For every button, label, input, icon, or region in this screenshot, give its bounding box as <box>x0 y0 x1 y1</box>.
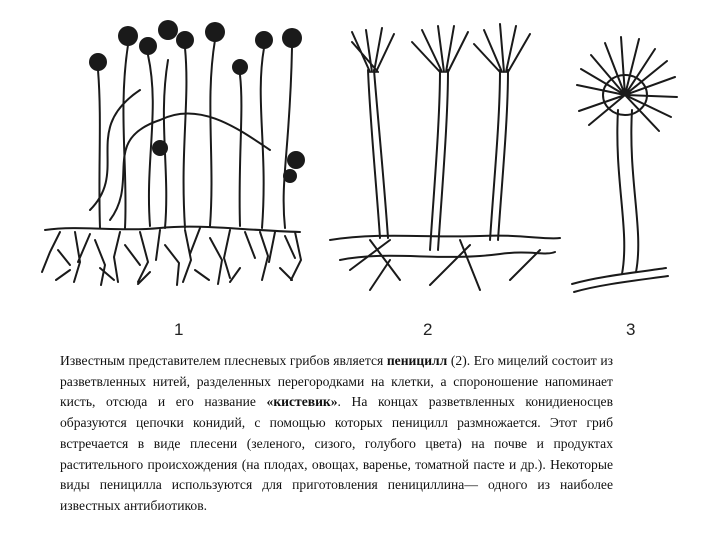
caption-paragraph <box>60 351 613 517</box>
caption-text-3: . На концах разветвленных конидиеносцев образуются цепочки конидий, с помощью которых пеницилл размножается. Этот гриб встречается в виде плесени (зеленого, сизого, голубого цвета) на почве и продуктах растительного происхождения (на плодах, овощах, варенье, томатной пасте и др.). Некоторые виды пеницилла используются для приготовления пенициллина— одного из наиболее известных антибиотиков. <box>60 394 614 513</box>
figure-label-1: 1 <box>174 320 184 339</box>
figure-label-3: 3 <box>626 320 636 339</box>
mucor-drawing <box>42 40 301 285</box>
penicillium-drawing <box>330 24 560 290</box>
aspergillus-drawing <box>572 37 677 292</box>
caption-text-2: (2). Его мицелий состоит из разветвленных нитей, разделенных перегородками на клетки, а спороношение напоминает кисть, отсюда и его название <box>60 353 613 410</box>
caption-text-1: Известным представителем плесневых грибов является <box>60 353 387 368</box>
figure-label-2: 2 <box>423 320 433 339</box>
caption-term-kistevik: «кистевик» <box>266 394 338 410</box>
caption-term-penicillium: пеницилл <box>386 353 448 368</box>
